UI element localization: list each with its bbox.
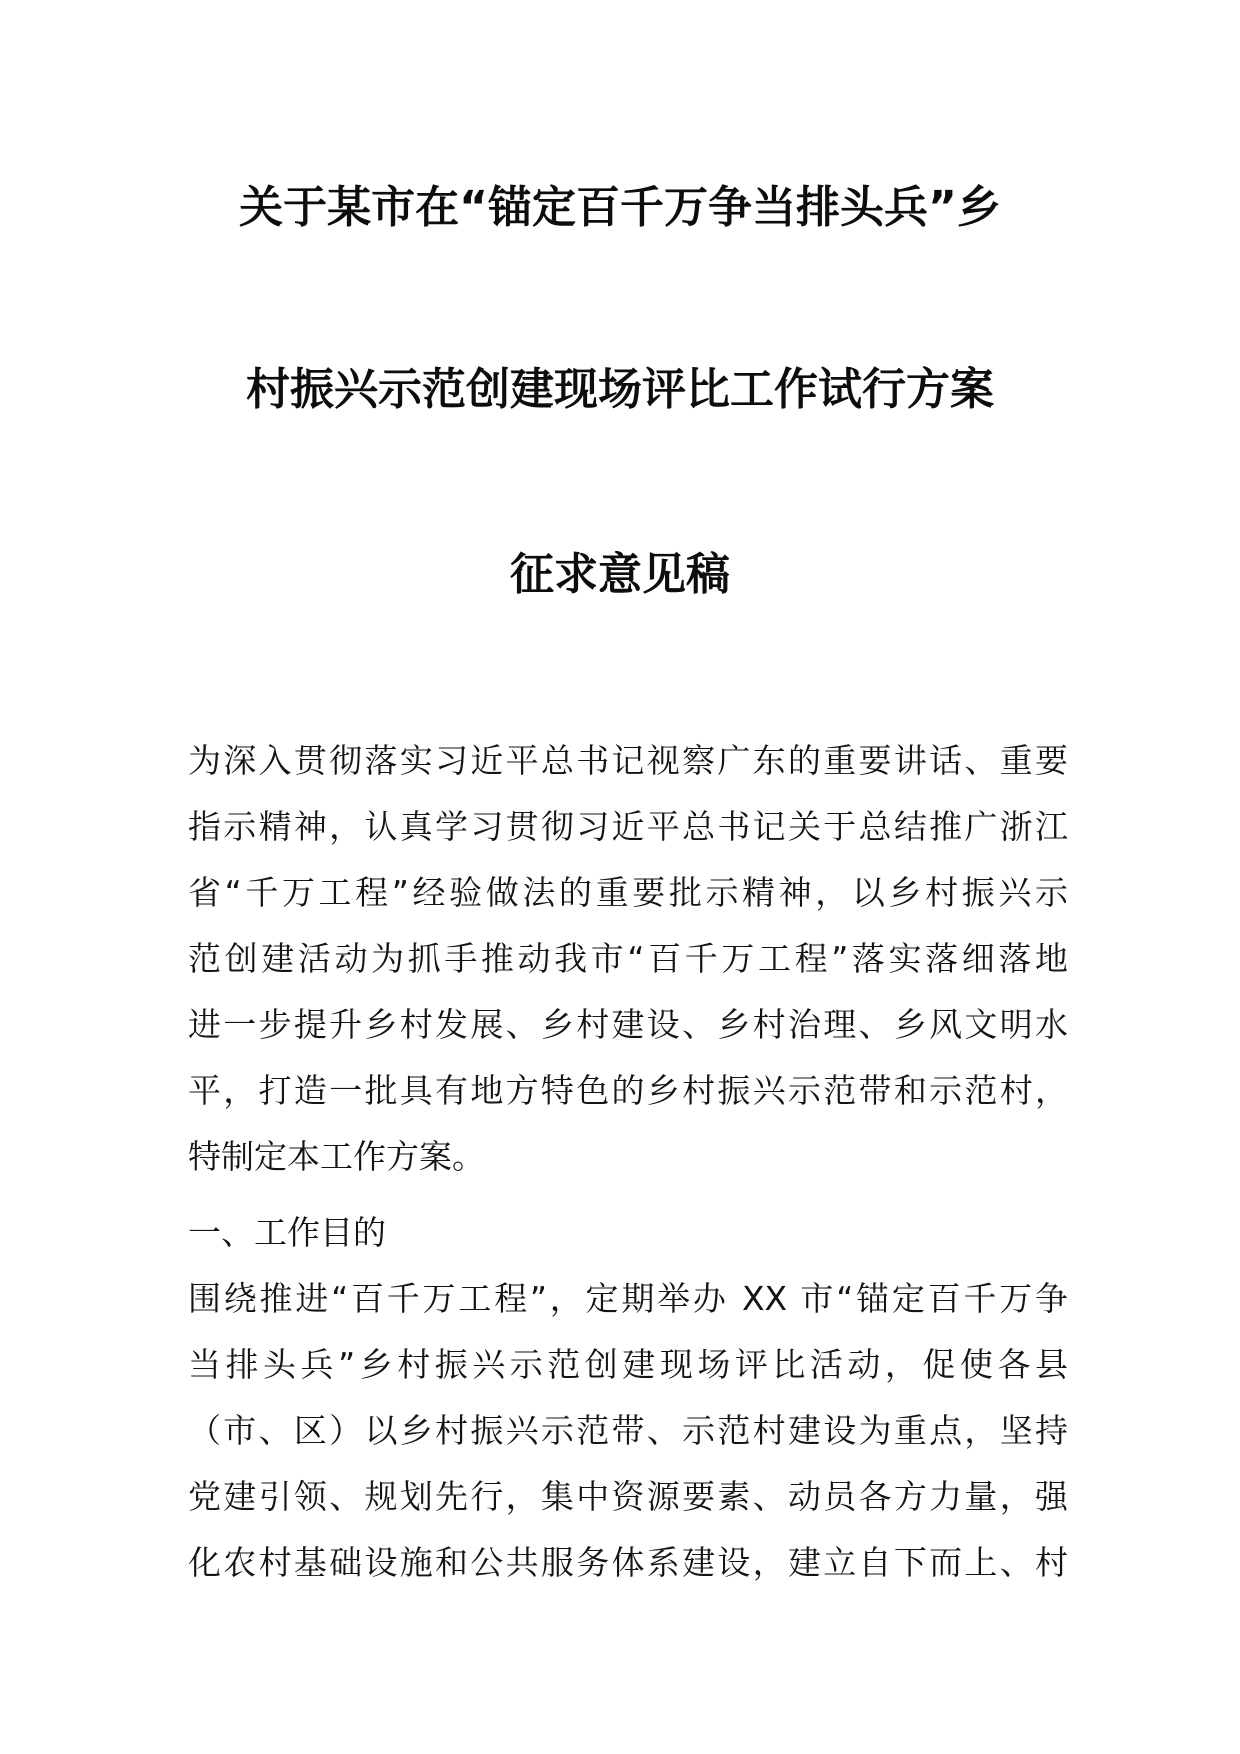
paragraph-line: 围绕推进“百千万工程”，定期举办 XX 市“锚定百千万争 [188, 1279, 1068, 1318]
paragraph-line: 当排头兵”乡村振兴示范创建现场评比活动，促使各县 [188, 1345, 1068, 1384]
title-line-1: 关于某市在“锚定百千万争当排头兵”乡 [239, 182, 1001, 233]
section-heading-purpose [188, 1200, 1068, 1266]
paragraph-line: 为深入贯彻落实习近平总书记视察广东的重要讲话、重要 [188, 741, 1068, 780]
paragraph-line: 党建引领、规划先行，集中资源要素、动员各方力量，强 [188, 1477, 1068, 1516]
paragraph-line: 化农村基础设施和公共服务体系建设，建立自下而上、村 [188, 1543, 1068, 1582]
paragraph-line: 平，打造一批具有地方特色的乡村振兴示范带和示范村， [188, 1071, 1068, 1110]
title-line-2: 村振兴示范创建现场评比工作试行方案 [246, 364, 994, 415]
paragraph-line: 指示精神，认真学习贯彻习近平总书记关于总结推广浙江 [188, 807, 1068, 846]
paragraph-purpose [188, 1266, 1068, 1596]
paragraph-line: 省“千万工程”经验做法的重要批示精神，以乡村振兴示 [188, 873, 1068, 912]
paragraph-line: 范创建活动为抓手推动我市“百千万工程”落实落细落地 [188, 939, 1068, 978]
paragraph-line: 特制定本工作方案。 [188, 1137, 485, 1176]
paragraph-line: （市、区）以乡村振兴示范带、示范村建设为重点，坚持 [188, 1411, 1068, 1450]
paragraph-line: 进一步提升乡村发展、乡村建设、乡村治理、乡风文明水 [188, 1005, 1068, 1044]
section-heading-text: 一、工作目的 [188, 1213, 386, 1252]
title-subtitle: 征求意见稿 [510, 549, 730, 600]
paragraph-intro [188, 728, 1068, 1190]
